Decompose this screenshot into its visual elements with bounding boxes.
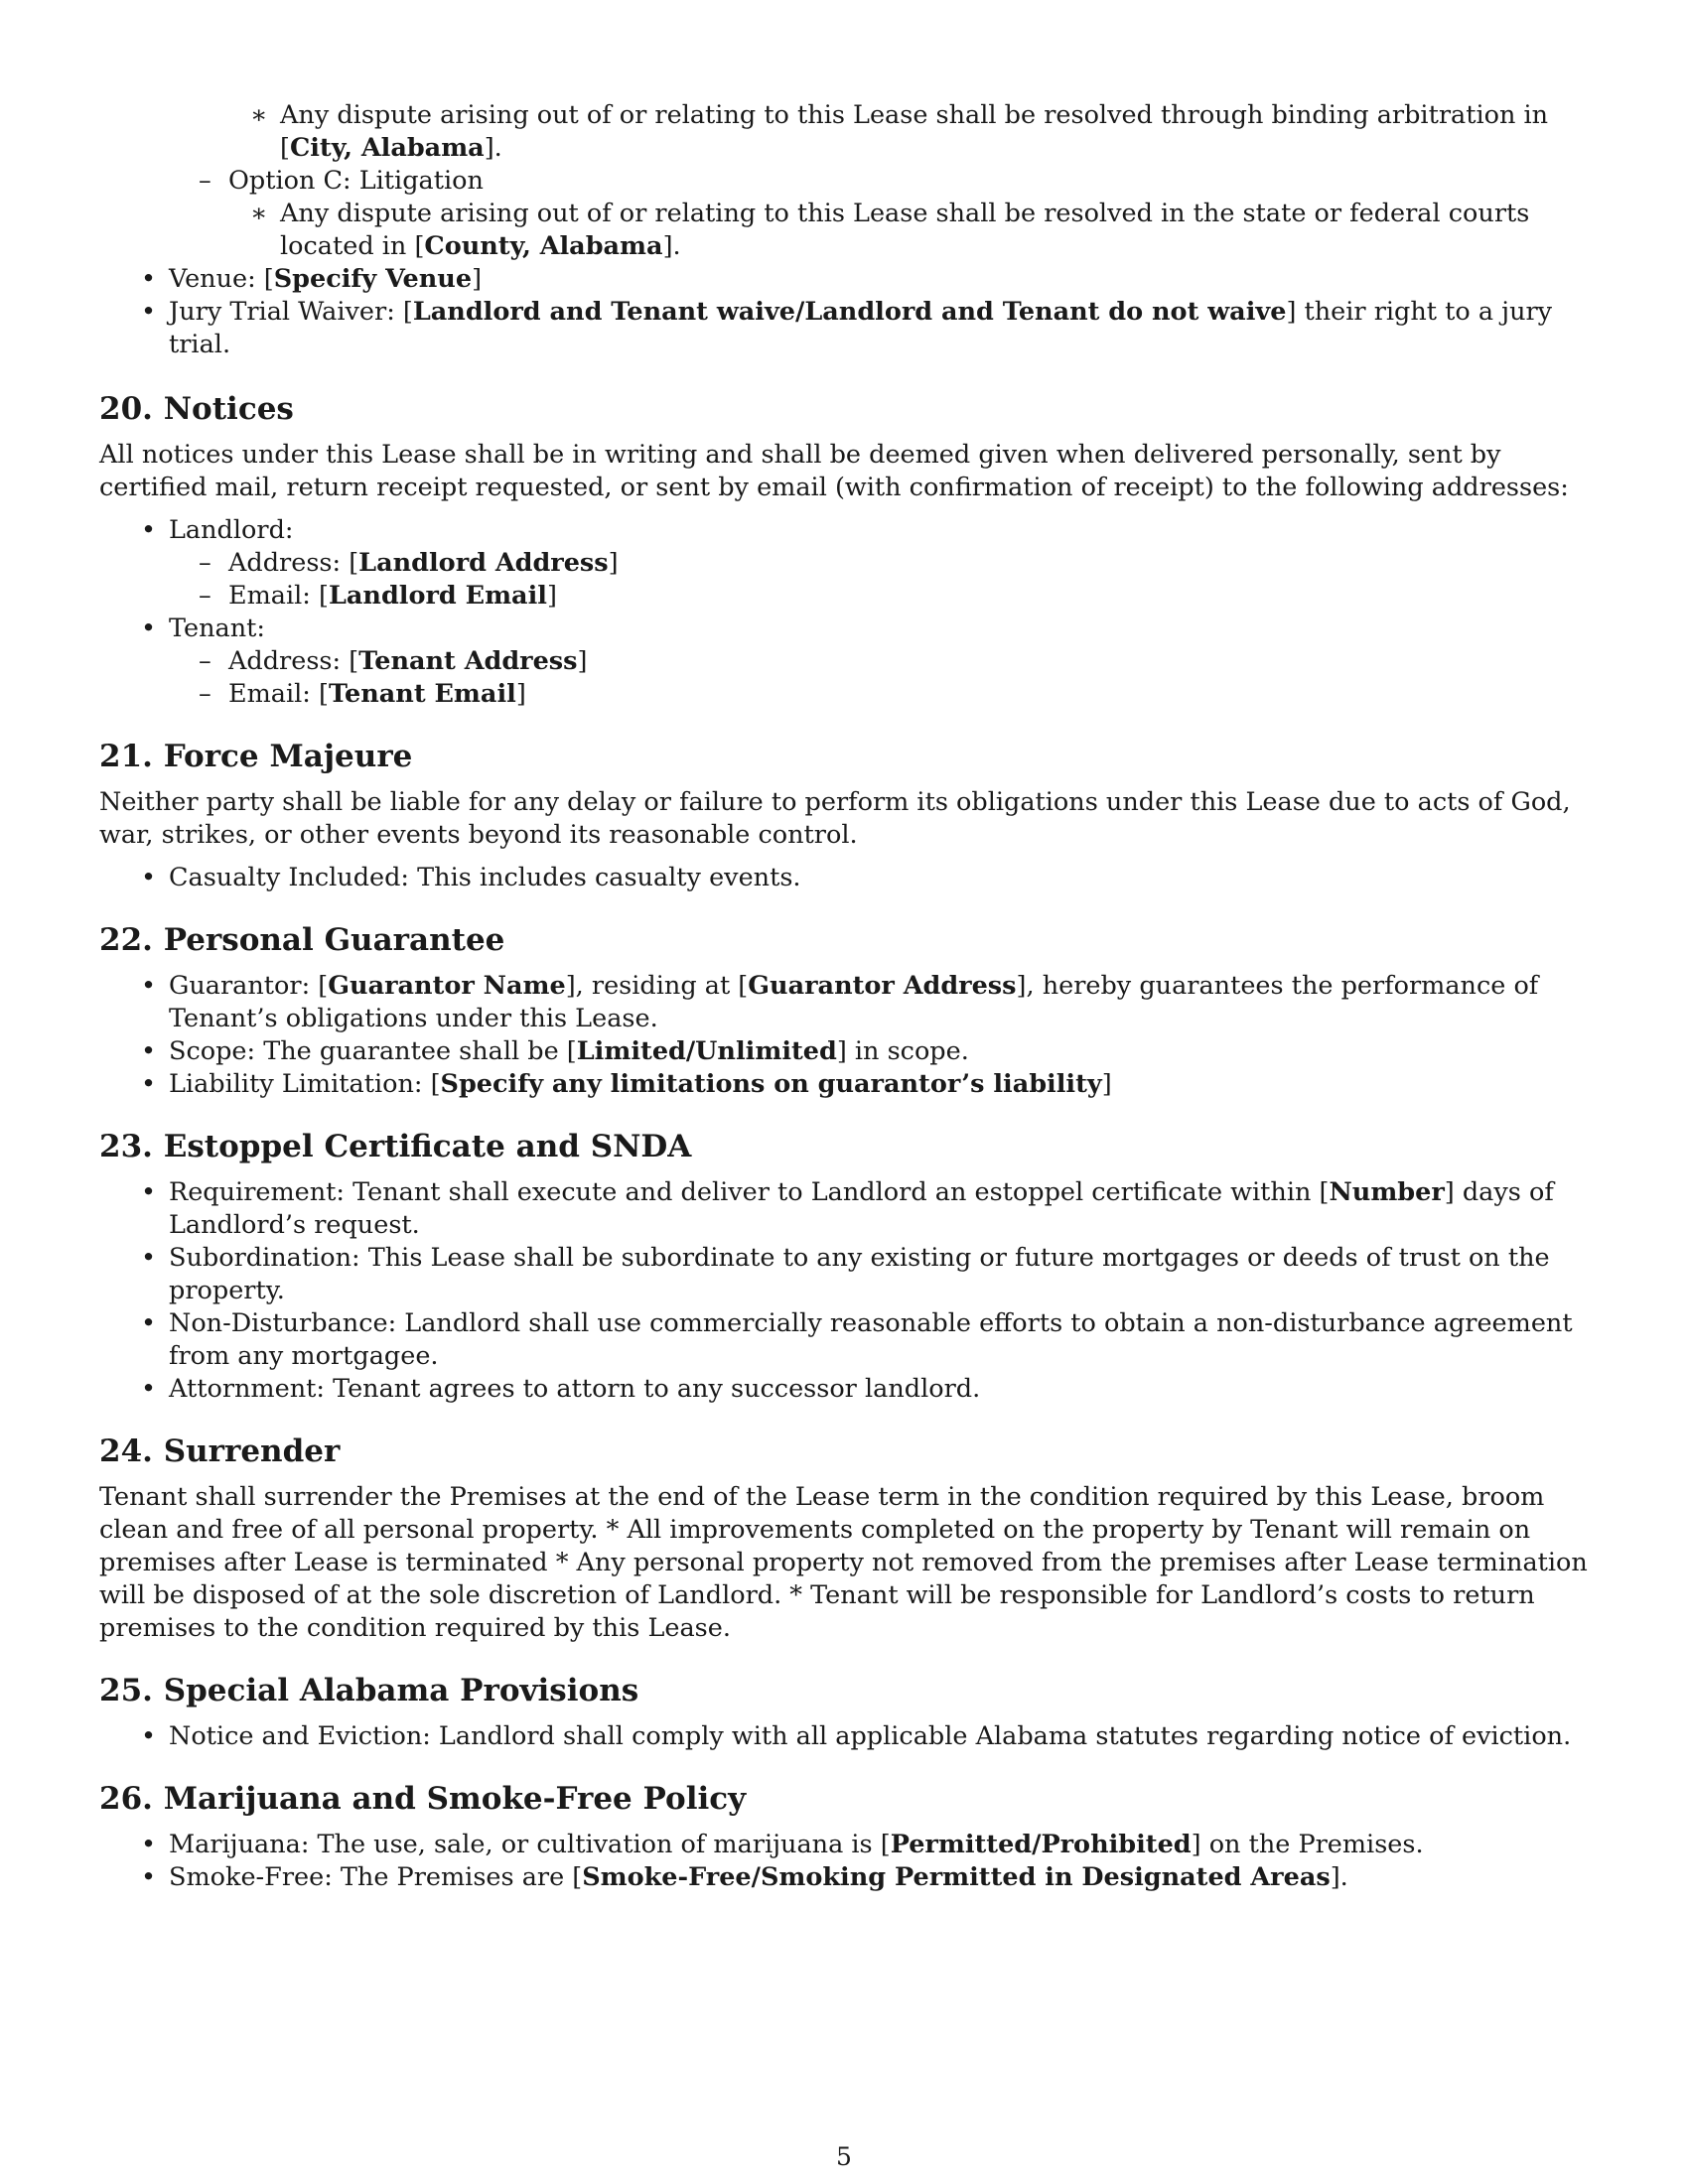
placeholder-scope: Limited/Unlimited bbox=[576, 1036, 837, 1066]
list-item bbox=[99, 862, 1594, 894]
list-item bbox=[99, 580, 1594, 613]
section-paragraph: Tenant shall surrender the Premises at the end of the Lease term in the condition required by this Lease, broom clean and free of all personal property. * All improvements completed on the property by Tenant will remain on premises after Lease is terminated * Any personal property not removed from the premises after Lease termination will be disposed of at the sole discretion of Landlord. * Tenant will be responsible for Landlord’s costs to return premises to the condition required by this Lease. bbox=[99, 1482, 1588, 1643]
bullet-marker: • bbox=[141, 1036, 157, 1066]
placeholder-jury: Landlord and Tenant waive/Landlord and Tenant do not waive bbox=[412, 297, 1287, 327]
section-force-majeure bbox=[99, 737, 1594, 894]
text: ]. bbox=[1330, 1862, 1348, 1892]
list-item bbox=[99, 1861, 1594, 1894]
section-paragraph: Neither party shall be liable for any delay or failure to perform its obligations under this Lease due to acts of God, war, strikes, or other events beyond its reasonable control. bbox=[99, 787, 1571, 850]
text: ] bbox=[472, 264, 483, 294]
list-item bbox=[99, 296, 1594, 361]
text: ]. bbox=[662, 231, 681, 261]
dash-marker: – bbox=[199, 548, 211, 578]
dash-marker: – bbox=[199, 581, 211, 611]
section-alabama-provisions bbox=[99, 1671, 1594, 1753]
list-item bbox=[99, 198, 1594, 263]
list-item bbox=[99, 1176, 1594, 1242]
dispute-resolution-list bbox=[99, 99, 1594, 361]
text: Address: [ bbox=[228, 646, 359, 676]
list-item bbox=[99, 99, 1594, 165]
bullet-marker: • bbox=[141, 1862, 157, 1892]
placeholder-landlord-email: Landlord Email bbox=[328, 581, 547, 611]
dash-marker: – bbox=[199, 646, 211, 676]
list-item bbox=[99, 645, 1594, 678]
document-page bbox=[99, 99, 1594, 1894]
text: ] in scope. bbox=[836, 1036, 969, 1066]
placeholder-guarantor-address: Guarantor Address bbox=[748, 971, 1017, 1001]
section-heading: 20. Notices bbox=[99, 391, 294, 427]
bullet-marker: • bbox=[141, 1308, 157, 1338]
notice-list bbox=[99, 514, 1594, 711]
text: Email: [ bbox=[228, 581, 329, 611]
text: ], hereby guarantees the performance of Tenant’s obligations under this Lease. bbox=[169, 971, 1539, 1033]
bullet-marker: • bbox=[141, 971, 157, 1001]
placeholder-number: Number bbox=[1329, 1177, 1445, 1207]
text: Casualty Included: This includes casualty events. bbox=[169, 863, 801, 892]
text: ] on the Premises. bbox=[1191, 1830, 1424, 1859]
section-heading: 25. Special Alabama Provisions bbox=[99, 1673, 639, 1708]
text: ] their right to a jury trial. bbox=[169, 297, 1553, 359]
list-item bbox=[99, 1720, 1594, 1753]
text: Liability Limitation: [ bbox=[169, 1069, 441, 1099]
bullet-marker: • bbox=[141, 1830, 157, 1859]
guarantee-list bbox=[99, 970, 1594, 1101]
bullet-marker: • bbox=[141, 1374, 157, 1404]
section-notices bbox=[99, 389, 1594, 711]
text: Address: [ bbox=[228, 548, 359, 578]
dash-marker: – bbox=[199, 679, 211, 709]
option-c-label: Option C: Litigation bbox=[228, 166, 484, 196]
bullet-marker: • bbox=[141, 1243, 157, 1273]
bullet-marker: • bbox=[141, 1069, 157, 1099]
section-heading: 23. Estoppel Certificate and SNDA bbox=[99, 1129, 692, 1164]
section-surrender bbox=[99, 1432, 1594, 1645]
text: ]. bbox=[484, 133, 502, 163]
section-heading: 21. Force Majeure bbox=[99, 739, 413, 774]
star-marker: ∗ bbox=[250, 100, 268, 130]
list-item bbox=[99, 1068, 1594, 1101]
smoke-free-list bbox=[99, 1829, 1594, 1894]
text: Requirement: Tenant shall execute and deliver to Landlord an estoppel certificate within [ bbox=[169, 1177, 1330, 1207]
force-majeure-list bbox=[99, 862, 1594, 894]
text: Scope: The guarantee shall be [ bbox=[169, 1036, 577, 1066]
list-item bbox=[99, 1373, 1594, 1406]
section-heading: 26. Marijuana and Smoke-Free Policy bbox=[99, 1781, 747, 1817]
list-item bbox=[99, 613, 1594, 645]
list-item bbox=[99, 1829, 1594, 1861]
alabama-list bbox=[99, 1720, 1594, 1753]
text: Smoke-Free: The Premises are [ bbox=[169, 1862, 583, 1892]
text: Subordination: This Lease shall be subordinate to any existing or future mortgages or deeds of trust on the property. bbox=[169, 1243, 1550, 1305]
list-item bbox=[99, 1242, 1594, 1307]
text: ] bbox=[577, 646, 588, 676]
text: ] bbox=[1101, 1069, 1112, 1099]
estoppel-list bbox=[99, 1176, 1594, 1406]
bullet-marker: • bbox=[141, 1721, 157, 1751]
text: Attornment: Tenant agrees to attorn to any successor landlord. bbox=[169, 1374, 981, 1404]
section-paragraph: All notices under this Lease shall be in writing and shall be deemed given when delivered personally, sent by certified mail, return receipt requested, or sent by email (with confirmation of receipt) to the following addresses: bbox=[99, 440, 1569, 502]
text: Marijuana: The use, sale, or cultivation of marijuana is [ bbox=[169, 1830, 891, 1859]
bullet-marker: • bbox=[141, 515, 157, 545]
section-heading: 24. Surrender bbox=[99, 1433, 341, 1469]
list-item bbox=[99, 678, 1594, 711]
text: ] bbox=[515, 679, 526, 709]
placeholder-smoke-free: Smoke-Free/Smoking Permitted in Designated Areas bbox=[582, 1862, 1331, 1892]
landlord-label: Landlord: bbox=[169, 515, 294, 545]
tenant-label: Tenant: bbox=[169, 614, 266, 643]
page-number: 5 bbox=[836, 2142, 852, 2171]
list-item bbox=[99, 263, 1594, 296]
arbitration-text: Any dispute arising out of or relating to this Lease shall be resolved through binding arbitration in [ bbox=[280, 100, 1549, 163]
placeholder-tenant-email: Tenant Email bbox=[328, 679, 516, 709]
litigation-text: Any dispute arising out of or relating to this Lease shall be resolved in the state or federal courts located in [ bbox=[280, 199, 1530, 261]
placeholder-city: City, Alabama bbox=[289, 133, 485, 163]
placeholder-tenant-address: Tenant Address bbox=[358, 646, 578, 676]
list-item bbox=[99, 1307, 1594, 1373]
placeholder-guarantor-name: Guarantor Name bbox=[328, 971, 566, 1001]
section-estoppel bbox=[99, 1127, 1594, 1406]
list-item bbox=[99, 970, 1594, 1035]
bullet-marker: • bbox=[141, 1177, 157, 1207]
text: Email: [ bbox=[228, 679, 329, 709]
text: ] days of Landlord’s request. bbox=[169, 1177, 1554, 1240]
jury-label: Jury Trial Waiver: [ bbox=[169, 297, 413, 327]
text: ] bbox=[546, 581, 557, 611]
bullet-marker: • bbox=[141, 264, 157, 294]
placeholder-landlord-address: Landlord Address bbox=[358, 548, 609, 578]
list-item bbox=[99, 165, 1594, 198]
section-marijuana-smoke-free bbox=[99, 1779, 1594, 1894]
list-item bbox=[99, 1035, 1594, 1068]
star-marker: ∗ bbox=[250, 199, 268, 228]
text: Guarantor: [ bbox=[169, 971, 329, 1001]
text: ], residing at [ bbox=[565, 971, 749, 1001]
section-personal-guarantee bbox=[99, 920, 1594, 1101]
text: Non-Disturbance: Landlord shall use commercially reasonable efforts to obtain a non-disturbance agreement from any mortgagee. bbox=[169, 1308, 1573, 1371]
section-heading: 22. Personal Guarantee bbox=[99, 922, 505, 958]
placeholder-liability: Specify any limitations on guarantor’s liability bbox=[440, 1069, 1102, 1099]
text: ] bbox=[608, 548, 619, 578]
dash-marker: – bbox=[199, 166, 211, 196]
text: Notice and Eviction: Landlord shall comply with all applicable Alabama statutes regarding notice of eviction. bbox=[169, 1721, 1572, 1751]
bullet-marker: • bbox=[141, 614, 157, 643]
placeholder-county: County, Alabama bbox=[424, 231, 663, 261]
list-item bbox=[99, 547, 1594, 580]
list-item bbox=[99, 514, 1594, 547]
bullet-marker: • bbox=[141, 297, 157, 327]
placeholder-venue: Specify Venue bbox=[273, 264, 473, 294]
placeholder-marijuana: Permitted/Prohibited bbox=[890, 1830, 1192, 1859]
venue-label: Venue: [ bbox=[169, 264, 274, 294]
bullet-marker: • bbox=[141, 863, 157, 892]
